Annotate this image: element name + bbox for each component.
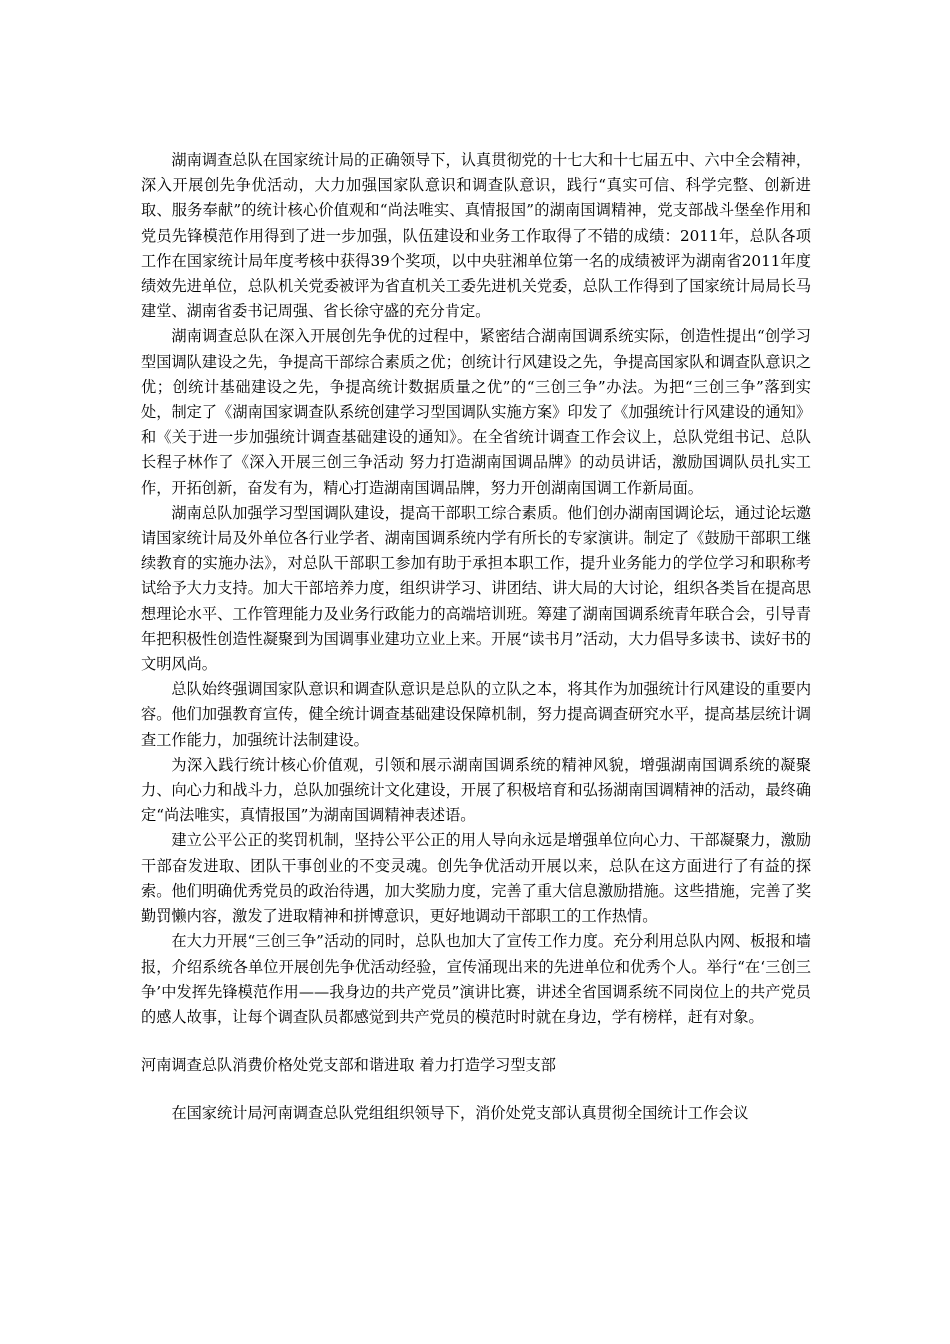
- body-paragraph: 建立公平公正的奖罚机制，坚持公平公正的用人导向永远是增强单位向心力、干部凝聚力，激励干部奋发进取、团队干事创业的不变灵魂。创先争优活动开展以来，总队在这方面进行了有益的探索。他们明确优秀党员的政治待遇，加大奖励力度，完善了重大信息激励措施。这些措施，完善了奖勤罚懒内容，激发了进取精神和拼博意识，更好地调动干部职工的工作热情。: [141, 831, 811, 926]
- body-paragraph: 在大力开展“三创三争”活动的同时，总队也加大了宣传工作力度。充分利用总队内网、板报和墙报，介绍系统各单位开展创先争优活动经验，宣传涌现出来的先进单位和优秀个人。举行“在‘三创三争’中发挥先锋模范作用——我身边的共产党员”演讲比赛，讲述全省国调系统不同岗位上的共产党员的感人故事，让每个调查队员都感觉到共产党员的模范时时就在身边，学有榜样，赶有对象。: [141, 932, 811, 1026]
- body-paragraph: 湖南调查总队在深入开展创先争优的过程中，紧密结合湖南国调系统实际，创造性提出“创学习型国调队建设之先，争提高干部综合素质之优；创统计行风建设之先，争提高国家队和调查队意识之优；创统计基础建设之先，争提高统计数据质量之优”的“三创三争”办法。为把“三创三争”落到实处，制定了《湖南国家调查队系统创建学习型国调队实施方案》印发了《加强统计行风建设的通知》和《关于进一步加强统计调查基础建设的通知》。在全省统计调查工作会议上，总队党组书记、总队长程子林作了《深入开展三创三争活动 努力打造湖南国调品牌》的动员讲话，激励国调队员扎实工作，开拓创新，奋发有为，精心打造湖南国调品牌，努力开创湖南国调工作新局面。: [141, 327, 811, 497]
- section-heading: 河南调查总队消费价格处党支部和谐进取 着力打造学习型支部: [141, 1056, 556, 1075]
- spacer: [141, 1030, 811, 1053]
- body-paragraph: 湖南调查总队在国家统计局的正确领导下，认真贯彻党的十七大和十七届五中、六中全会精神，深入开展创先争优活动，大力加强国家队意识和调查队意识，践行“真实可信、科学完整、创新进取、服务奉献”的统计核心价值观和“尚法唯实、真情报国”的湖南国调精神，党支部战斗堡垒作用和党员先锋模范作用得到了进一步加强，队伍建设和业务工作取得了不错的成绩：2011年，总队各项工作在国家统计局年度考核中获得39个奖项，以中央驻湘单位第一名的成绩被评为湖南省2011年度绩效先进单位，总队机关党委被评为省直机关工委先进机关党委，总队工作得到了国家统计局局长马建堂、湖南省委书记周强、省长徐守盛的充分肯定。: [141, 151, 811, 321]
- spacer: [141, 1078, 811, 1101]
- body-paragraph: 湖南总队加强学习型国调队建设，提高干部职工综合素质。他们创办湖南国调论坛，通过论坛邀请国家统计局及外单位各行业学者、湖南国调系统内学有所长的专家演讲。制定了《鼓励干部职工继续教育的实施办法》，对总队干部职工参加有助于承担本职工作，提升业务能力的学位学习和职称考试给予大力支持。加大干部培养力度，组织讲学习、讲团结、讲大局的大讨论，组织各类旨在提高思想理论水平、工作管理能力及业务行政能力的高端培训班。筹建了湖南国调系统青年联合会，引导青年把积极性创造性凝聚到为国调事业建功立业上来。开展“读书月”活动，大力倡导多读书、读好书的文明风尚。: [141, 503, 811, 674]
- document-page: [141, 148, 811, 1127]
- body-paragraph: 在国家统计局河南调查总队党组组织领导下，消价处党支部认真贯彻全国统计工作会议: [171, 1104, 749, 1123]
- body-paragraph: 总队始终强调国家队意识和调查队意识是总队的立队之本，将其作为加强统计行风建设的重要内容。他们加强教育宣传，健全统计调查基础建设保障机制，努力提高调查研究水平，提高基层统计调查工作能力，加强统计法制建设。: [141, 680, 811, 749]
- body-paragraph: 为深入践行统计核心价值观，引领和展示湖南国调系统的精神风貌，增强湖南国调系统的凝聚力、向心力和战斗力，总队加强统计文化建设，开展了积极培育和弘扬湖南国调精神的活动，最终确定“尚法唯实，真情报国”为湖南国调精神表述语。: [141, 755, 811, 825]
